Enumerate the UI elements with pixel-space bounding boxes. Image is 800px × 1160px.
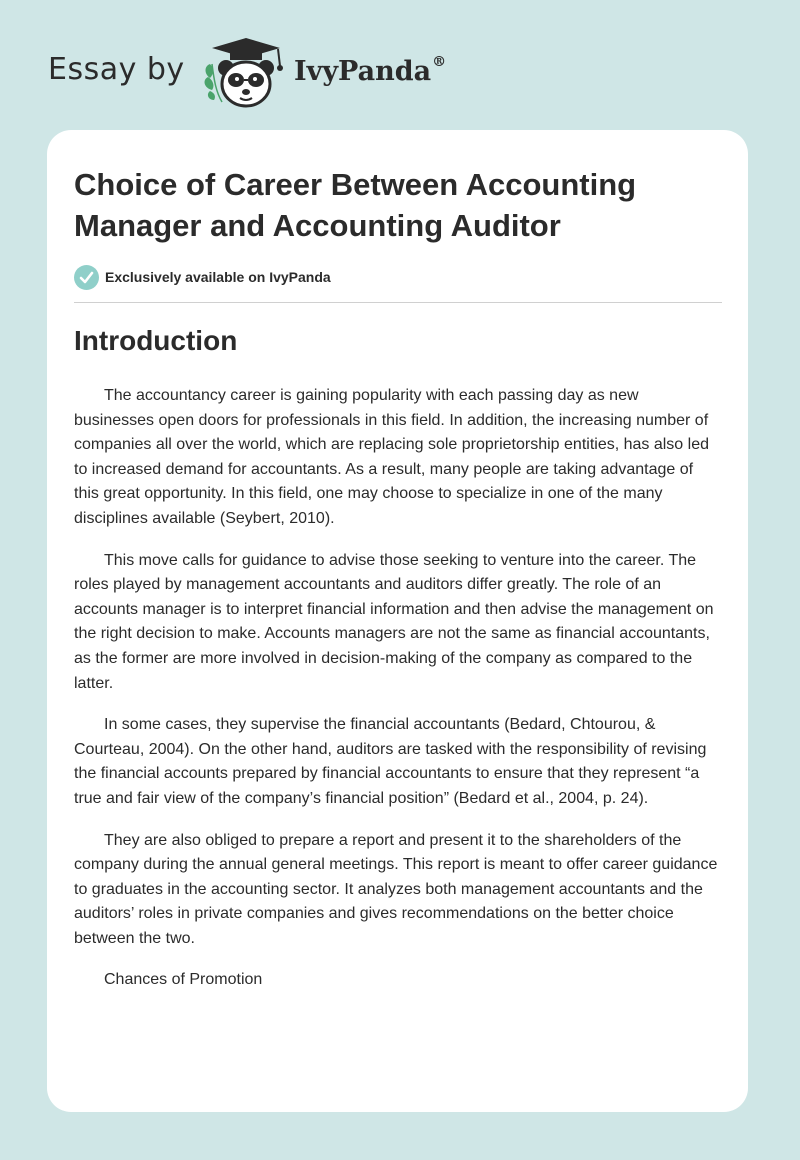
- site-header: [48, 30, 548, 110]
- section-heading: Introduction: [74, 325, 238, 356]
- exclusive-label: Exclusively available on IvyPanda: [105, 269, 331, 285]
- subheading-paragraph: Chances of Promotion: [104, 971, 263, 989]
- registered-mark: ®: [432, 54, 447, 70]
- essay-card: [47, 130, 748, 1112]
- paragraph: They are also obliged to prepare a report and present it to the shareholders of the company during the annual general meetings. This report is meant to offer career guidance to graduates in the accounting sector. It analyzes both management accountants and the auditors’ roles in private companies and gives recommendations on the better choice between the two.: [74, 831, 718, 947]
- check-icon: [74, 265, 99, 290]
- paragraph: In some cases, they supervise the financial accountants (Bedard, Chtourou, & Courteau, 2004). On the other hand, auditors are tasked with the responsibility of revising the financial accounts prepared by financial accountants to ensure that they represent “a true and fair view of the company’s financial position” (Bedard et al., 2004, p. 24).: [74, 716, 707, 807]
- brand-name-text: IvyPanda: [294, 56, 432, 87]
- essay-by-label: Essay by: [48, 52, 185, 87]
- divider: [74, 302, 722, 303]
- page-title: Choice of Career Between Accounting Manager and Accounting Auditor: [74, 167, 637, 243]
- paragraph: This move calls for guidance to advise those seeking to venture into the career. The roles played by management accountants and auditors differ greatly. The role of an accounts manager is to interpret financial information and then advise the management on the right decision to make. Accounts managers are not the same as financial accountants, as the former are more involved in decision-making of the company as compared to the latter.: [74, 551, 714, 692]
- brand-name[interactable]: [294, 56, 446, 87]
- exclusive-badge: [74, 264, 331, 290]
- paragraph: The accountancy career is gaining popularity with each passing day as new businesses open doors for professionals in this field. In addition, the increasing number of companies all over the world, which are replacing sole proprietorship entities, has also led to increased demand for accountants. As a result, many people are taking advantage of this great opportunity. In this field, one may choose to specialize in one of the many disciplines available (Seybert, 2010).: [74, 387, 709, 527]
- essay-body: [74, 384, 722, 1010]
- panda-graduate-icon[interactable]: [200, 30, 296, 110]
